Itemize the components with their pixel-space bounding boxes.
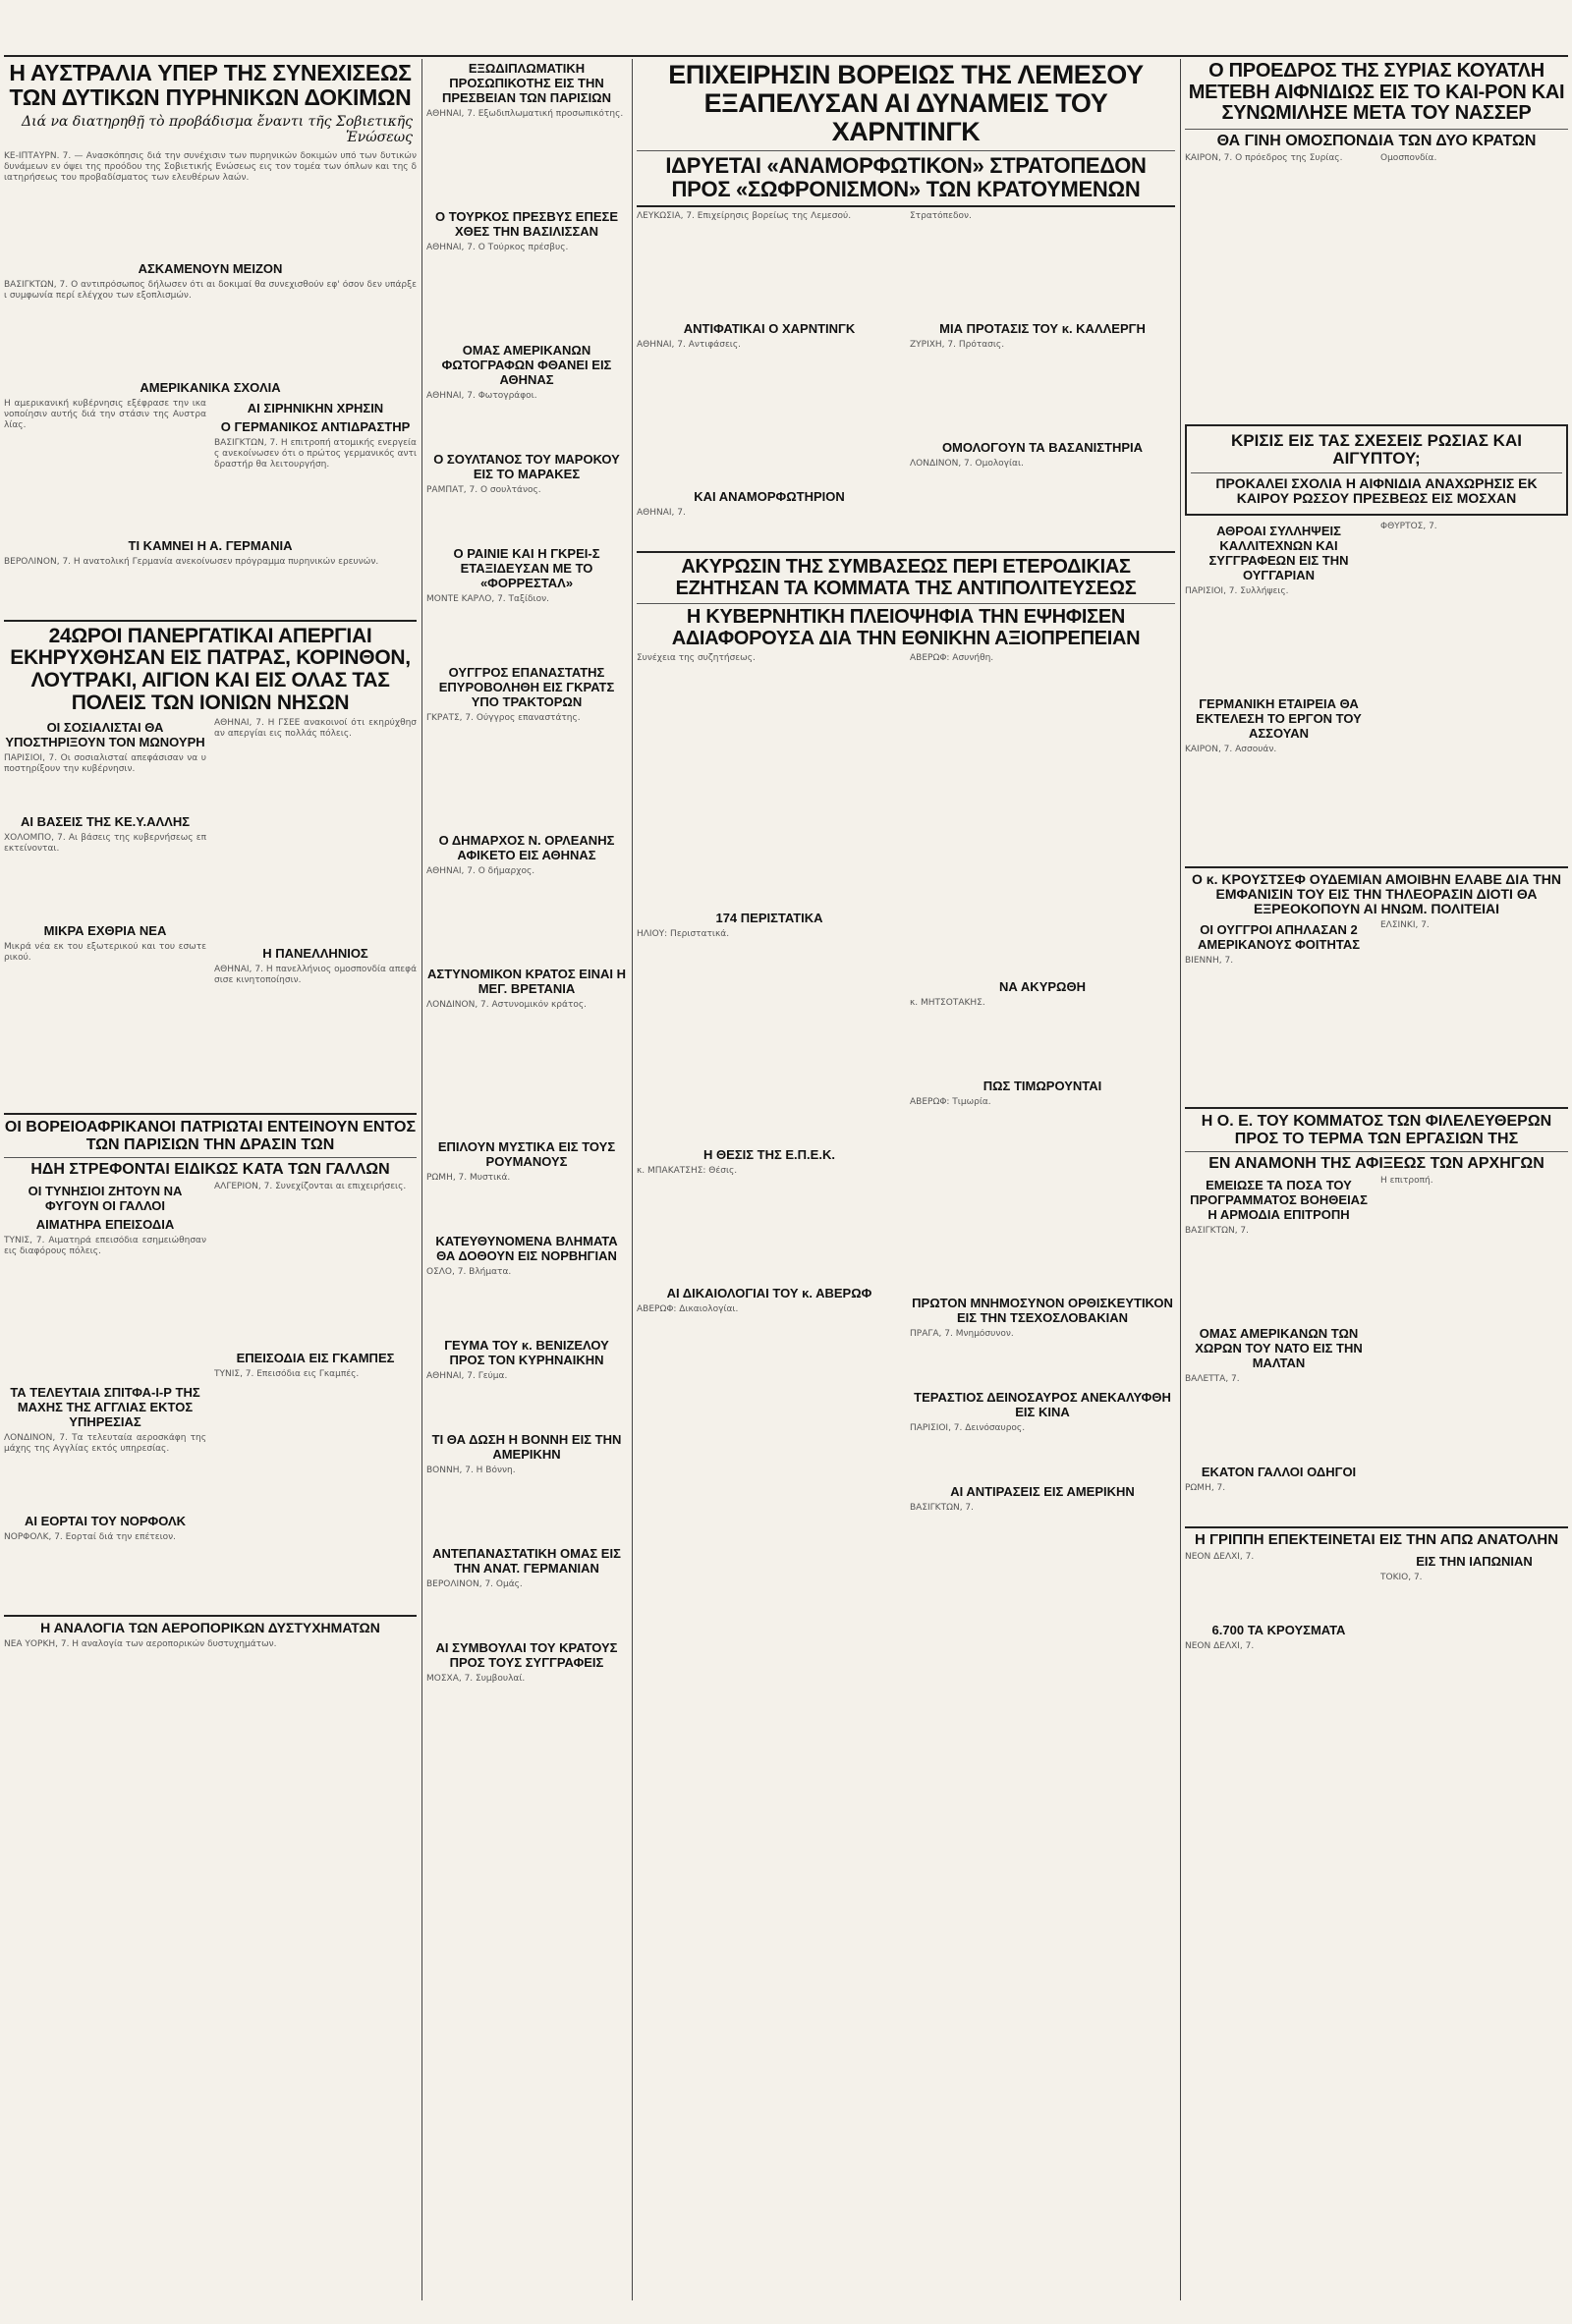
section-heading: ΕΠΕΙΣΟΔΙΑ ΕΙΣ ΓΚΑΜΠΕΣ: [236, 1351, 395, 1366]
section-heading: Ο ΣΟΥΛΤΑΝΟΣ ΤΟΥ ΜΑΡΟΚΟΥ ΕΙΣ ΤΟ ΜΑΡΑΚΕΣ: [433, 452, 620, 481]
section-heading: ΕΙΣ ΤΗΝ ΙΑΠΩΝΙΑΝ: [1416, 1554, 1533, 1570]
article-body: ΚΑΙΡΟΝ, 7. Ασσουάν.: [1185, 744, 1277, 754]
headline-syria: Ο ΠΡΟΕΔΡΟΣ ΤΗΣ ΣΥΡΙΑΣ ΚΟΥΑΤΛΗ ΜΕΤΕΒΗ ΑΙΦΝΙΔΙΩΣ ΕΙΣ ΤΟ ΚΑΙ-ΡΟΝ ΚΑΙ ΣΥΝΩΜΙΛΗΣΕ ΜΕΤΑ ΤΟΥ ΝΑΣΣΕΡ: [1188, 60, 1565, 125]
article-body: ΠΑΡΙΣΙΟΙ, 7. Συλλήψεις.: [1185, 585, 1289, 596]
section-heading: ΟΙ ΣΟΣΙΑΛΙΣΤΑΙ ΘΑ ΥΠΟΣΤΗΡΙΞΟΥΝ ΤΟΝ ΜΩΝΟΥΡΗ: [5, 720, 205, 750]
article-body: ΒΑΣΙΓΚΤΩΝ, 7.: [1185, 1226, 1250, 1237]
section-heading: ΝΑ ΑΚΥΡΩΘΗ: [999, 979, 1086, 995]
article-body: ΒΕΡΟΛΙΝΟΝ, 7. Η ανατολική Γερμανία ανεκοίνωσεν πρόγραμμα πυρηνικών ερευνών.: [4, 556, 379, 567]
article-body: ΛΟΝΔΙΝΟΝ, 7. Ομολογίαι.: [910, 458, 1024, 469]
article-body: ΑΛΓΕΡΙΟΝ, 7. Συνεχίζονται αι επιχειρήσεις.: [214, 1182, 407, 1192]
headline-leaders: ΕΝ ΑΝΑΜΟΝΗ ΤΗΣ ΑΦΙΞΕΩΣ ΤΩΝ ΑΡΧΗΓΩΝ: [1208, 1154, 1544, 1172]
article-body: Μικρά νέα εκ του εξωτερικού και του εσωτερικού.: [4, 942, 206, 964]
article-body: ΚΑΙΡΟΝ, 7. Ο πρόεδρος της Συρίας.: [1185, 153, 1343, 164]
section-heading: ΠΩΣ ΤΙΜΩΡΟΥΝΤΑΙ: [982, 1079, 1102, 1094]
article-body: ΠΑΡΙΣΙΟΙ, 7. Δεινόσαυρος.: [910, 1423, 1026, 1434]
article-body: Στρατόπεδον.: [910, 210, 972, 221]
section-heading: Η ΘΕΣΙΣ ΤΗΣ Ε.Π.Ε.Κ.: [703, 1147, 835, 1163]
section-heading: ΤΙ ΚΑΜΝΕΙ Η Α. ΓΕΡΜΑΝΙΑ: [128, 537, 293, 553]
article-body: κ. ΜΠΑΚΑΤΣΗΣ: Θέσις.: [637, 1166, 738, 1177]
headline-majority: Η ΚΥΒΕΡΝΗΤΙΚΗ ΠΛΕΙΟΨΗΦΙΑ ΤΗΝ ΕΨΗΦΙΣΕΝ ΑΔΙΑΦΟΡΟΥΣΑ ΔΙΑ ΤΗΝ ΕΘΝΙΚΗΝ ΑΞΙΟΠΡΕΠΕΙΑΝ: [671, 606, 1141, 649]
section-heading: ΜΙΚΡΑ ΕΧΘΡΙΑ ΝΕΑ: [43, 923, 167, 939]
article-body: ΒΟΝΝΗ, 7. Η Βόννη.: [426, 1466, 516, 1475]
section-heading: ΜΙΑ ΠΡΟΤΑΣΙΣ ΤΟΥ κ. ΚΑΛΛΕΡΓΗ: [939, 320, 1146, 336]
section-heading: ΟΥΓΓΡΟΣ ΕΠΑΝΑΣΤΑΤΗΣ ΕΠΥΡΟΒΟΛΗΘΗ ΕΙΣ ΓΚΡΑΤΣ ΥΠΟ ΤΡΑΚΤΟΡΩΝ: [438, 665, 615, 709]
article-body: ΑΘΗΝΑΙ, 7. Η πανελλήνιος ομοσπονδία απεφάσισε κινητοποίησιν.: [214, 965, 417, 986]
headline-north-africa-2: ΗΔΗ ΣΤΡΕΦΟΝΤΑΙ ΕΙΔΙΚΩΣ ΚΑΤΑ ΤΩΝ ΓΑΛΛΩΝ: [30, 1160, 390, 1178]
article-body: ΠΑΡΙΣΙΟΙ, 7. Οι σοσιαλισταί απεφάσισαν να υποστηρίξουν την κυβέρνησιν.: [4, 753, 206, 775]
headline-ambassador: ΠΡΟΚΑΛΕΙ ΣΧΟΛΙΑ Η ΑΙΦΝΙΔΙΑ ΑΝΑΧΩΡΗΣΙΣ ΕΚ ΚΑΙΡΟΥ ΡΩΣΣΟΥ ΠΡΕΣΒΕΩΣ ΕΙΣ ΜΟΣΧΑΝ: [1215, 474, 1538, 506]
section-heading: 174 ΠΕΡΙΣΤΑΤΙΚΑ: [715, 911, 823, 926]
headline-strikes: 24ΩΡΟΙ ΠΑΝΕΡΓΑΤΙΚΑΙ ΑΠΕΡΓΙΑΙ ΕΚΗΡΥΧΘΗΣΑΝ ΕΙΣ ΠΑΤΡΑΣ, ΚΟΡΙΝΘΟΝ, ΛΟΥΤΡΑΚΙ, ΑΙΓΙΟΝ ΚΑΙ ΕΙΣ ΟΛΑΣ ΤΑΣ ΠΟΛΕΙΣ ΤΩΝ ΙΟΝΙΩΝ ΝΗΣΩΝ: [10, 624, 411, 714]
article-body: ΕΛΣΙΝΚΙ, 7.: [1380, 920, 1430, 931]
article-body: ΑΒΕΡΩΦ: Ασυνήθη.: [910, 653, 994, 664]
article-body: ΑΘΗΝΑΙ, 7. Ο Τούρκος πρέσβυς.: [426, 243, 569, 252]
column-3: [637, 59, 1175, 2300]
section-heading: ΠΡΩΤΟΝ ΜΝΗΜΟΣΥΝΟΝ ΟΡΘΙΣΚΕΥΤΙΚΟΝ ΕΙΣ ΤΗΝ ΤΣΕΧΟΣΛΟΒΑΚΙΑΝ: [912, 1296, 1173, 1326]
section-heading: ΤΑ ΤΕΛΕΥΤΑΙΑ ΣΠΙΤΦΑ-Ι-Ρ ΤΗΣ ΜΑΧΗΣ ΤΗΣ ΑΓΓΛΙΑΣ ΕΚΤΟΣ ΥΠΗΡΕΣΙΑΣ: [10, 1385, 200, 1430]
headline-federation: ΘΑ ΓΙΝΗ ΟΜΟΣΠΟΝΔΙΑ ΤΩΝ ΔΥΟ ΚΡΑΤΩΝ: [1216, 132, 1537, 149]
section-heading: ΤΙ ΘΑ ΔΩΣΗ Η ΒΟΝΝΗ ΕΙΣ ΤΗΝ ΑΜΕΡΙΚΗΝ: [431, 1432, 622, 1462]
article-body: ΜΟΣΧΑ, 7. Συμβουλαί.: [426, 1674, 526, 1684]
article-body: ΑΘΗΝΑΙ, 7. Ο δήμαρχος.: [426, 866, 535, 876]
section-heading: ΑΙΜΑΤΗΡΑ ΕΠΕΙΣΟΔΙΑ: [35, 1217, 175, 1233]
article-body: ΡΩΜΗ, 7. Μυστικά.: [426, 1173, 511, 1183]
article-body: ΝΟΡΦΟΛΚ, 7. Εορταί διά την επέτειον.: [4, 1532, 177, 1543]
section-heading: ΑΘΡΟΑΙ ΣΥΛΛΗΨΕΙΣ ΚΑΛΛΙΤΕΧΝΩΝ ΚΑΙ ΣΥΓΓΡΑΦΕΩΝ ΕΙΣ ΤΗΝ ΟΥΓΓΑΡΙΑΝ: [1208, 523, 1349, 582]
article-body: ΜΟΝΤΕ ΚΑΡΛΟ, 7. Ταξίδιον.: [426, 594, 549, 604]
headline-north-africa: ΟΙ ΒΟΡΕΙΟΑΦΡΙΚΑΝΟΙ ΠΑΤΡΙΩΤΑΙ ΕΝΤΕΙΝΟΥΝ ΕΝΤΟΣ ΤΩΝ ΠΑΡΙΣΙΩΝ ΤΗΝ ΔΡΑΣΙΝ ΤΩΝ: [4, 1119, 417, 1153]
article-body: ΑΘΗΝΑΙ, 7. Εξωδιπλωματική προσωπικότης.: [426, 109, 624, 119]
section-heading: Ο ΔΗΜΑΡΧΟΣ Ν. ΟΡΛΕΑΝΗΣ ΑΦΙΚΕΤΟ ΕΙΣ ΑΘΗΝΑΣ: [438, 833, 615, 862]
article-body: ΒΑΛΕΤΤΑ, 7.: [1185, 1374, 1240, 1385]
section-heading: Ο ΓΕΡΜΑΝΙΚΟΣ ΑΝΤΙΔΡΑΣΤΗΡ: [220, 418, 411, 434]
section-heading: ΑΙ ΕΟΡΤΑΙ ΤΟΥ ΝΟΡΦΟΛΚ: [24, 1514, 187, 1529]
section-heading: ΑΙ ΣΙΡΗΝΙΚΗΝ ΧΡΗΣΙΝ: [247, 400, 384, 415]
boxed-article: [1185, 424, 1568, 516]
article-body: ΗΛΙΟΥ: Περιστατικά.: [637, 929, 730, 940]
article-body: ΑΘΗΝΑΙ, 7.: [637, 507, 686, 518]
article-body: ΑΒΕΡΩΦ: Δικαιολογίαι.: [637, 1304, 739, 1315]
headline-air-accidents: Η ΑΝΑΛΟΓΙΑ ΤΩΝ ΑΕΡΟΠΟΡΙΚΩΝ ΔΥΣΤΥΧΗΜΑΤΩΝ: [40, 1620, 380, 1636]
article-body: ΓΚΡΑΤΣ, 7. Ούγγρος επαναστάτης.: [426, 713, 581, 723]
section-heading: ΑΣΤΥΝΟΜΙΚΟΝ ΚΡΑΤΟΣ ΕΙΝΑΙ Η ΜΕΓ. ΒΡΕΤΑΝΙΑ: [427, 967, 626, 996]
headline-crisis: ΚΡΙΣΙΣ ΕΙΣ ΤΑΣ ΣΧΕΣΕΙΣ ΡΩΣΙΑΣ ΚΑΙ ΑΙΓΥΠΤΟΥ;: [1231, 431, 1522, 469]
section-heading: ΚΑΙ ΑΝΑΜΟΡΦΩΤΗΡΙΟΝ: [694, 488, 845, 504]
section-heading: ΕΠΙΛΟΥΝ ΜΥΣΤΙΚΑ ΕΙΣ ΤΟΥΣ ΡΟΥΜΑΝΟΥΣ: [437, 1139, 616, 1169]
section-heading: Η ΠΑΝΕΛΛΗΝΙΟΣ: [262, 946, 368, 962]
article-body: ΝΕΑ ΥΟΡΚΗ, 7. Η αναλογία των αεροπορικών δυστυχημάτων.: [4, 1639, 277, 1650]
article-body: ΟΣΛΟ, 7. Βλήματα.: [426, 1267, 512, 1277]
article-body: ΡΑΜΠΑΤ, 7. Ο σουλτάνος.: [426, 485, 541, 495]
article-body: ΝΕΟΝ ΔΕΛΧΙ, 7.: [1185, 1552, 1255, 1563]
headline-australia: Η ΑΥΣΤΡΑΛΙΑ ΥΠΕΡ ΤΗΣ ΣΥΝΕΧΙΣΕΩΣ ΤΩΝ ΔΥΤΙΚΩΝ ΠΥΡΗΝΙΚΩΝ ΔΟΚΙΜΩΝ: [9, 60, 412, 110]
section-heading: ΑΝΤΕΠΑΝΑΣΤΑΤΙΚΗ ΟΜΑΣ ΕΙΣ ΤΗΝ ΑΝΑΤ. ΓΕΡΜΑΝΙΑΝ: [432, 1546, 621, 1576]
article-body: ΚΕ-ΙΠΤΑΥΡΝ. 7. — Ανασκόπησις διά την συνέχισιν των πυρηνικών δοκιμών υπό των δυτικών δυνάμεων εν όψει της προόδου της Σοβιετικής Ενώσεως εις τον τομέα των όπλων και της διατηρήσεως του προβαδίσματος των ελευθέρων λαών.: [4, 150, 417, 183]
column-rule: [1180, 59, 1181, 2300]
column-rule: [632, 59, 633, 2300]
headline-limassol: ΕΠΙΧΕΙΡΗΣΙΝ ΒΟΡΕΙΩΣ ΤΗΣ ΛΕΜΕΣΟΥ ΕΞΑΠΕΛΥΣΑΝ ΑΙ ΔΥΝΑΜΕΙΣ ΤΟΥ ΧΑΡΝΤΙΝΓΚ: [668, 60, 1144, 147]
article-body: ΠΡΑΓΑ, 7. Μνημόσυνον.: [910, 1329, 1014, 1340]
article-body: Συνέχεια της συζητήσεως.: [637, 653, 756, 664]
section-heading: ΑΙ ΣΥΜΒΟΥΛΑΙ ΤΟΥ ΚΡΑΤΟΥΣ ΠΡΟΣ ΤΟΥΣ ΣΥΓΓΡΑΦΕΙΣ: [435, 1640, 618, 1670]
section-heading: ΟΙ ΤΥΝΗΣΙΟΙ ΖΗΤΟΥΝ ΝΑ ΦΥΓΟΥΝ ΟΙ ΓΑΛΛΟΙ: [28, 1184, 183, 1214]
column-2: [426, 59, 627, 2300]
section-heading: ΑΣΚΑΜΕΝΟΥΝ ΜΕΙΖΟΝ: [138, 260, 283, 276]
section-heading: ΟΙ ΟΥΓΓΡΟΙ ΑΠΗΛΑΣΑΝ 2 ΑΜΕΡΙΚΑΝΟΥΣ ΦΟΙΤΗΤΑΣ: [1197, 922, 1361, 953]
subheadline-australia: Διά να διατηρηθῇ τὸ προβάδισμα ἔναντι τῆς Σοβιετικῆς Ἑνώσεως: [22, 113, 413, 145]
section-heading: ΑΝΤΙΦΑΤΙΚΑΙ Ο ΧΑΡΝΤΙΝΓΚ: [683, 320, 856, 336]
section-heading: Ο ΡΑΙΝΙΕ ΚΑΙ Η ΓΚΡΕΙ-Σ ΕΤΑΞΙΔΕΥΣΑΝ ΜΕ ΤΟ «ΦΟΡΡΕΣΤΑΛ»: [453, 546, 600, 590]
article-body: ΤΥΝΙΣ, 7. Αιματηρά επεισόδια εσημειώθησαν εις διαφόρους πόλεις.: [4, 1236, 206, 1257]
column-1: [4, 59, 417, 2300]
article-body: ΦΘΥΡΤΟΣ, 7.: [1380, 521, 1437, 531]
article-body: κ. ΜΗΤΣΟΤΑΚΗΣ.: [910, 998, 985, 1009]
column-rule: [421, 59, 422, 2300]
section-heading: ΓΕΥΜΑ ΤΟΥ κ. ΒΕΝΙΖΕΛΟΥ ΠΡΟΣ ΤΟΝ ΚΥΡΗΝΑΙΚΗΝ: [444, 1338, 609, 1367]
headline-liberals: Η Ο. Ε. ΤΟΥ ΚΟΜΜΑΤΟΣ ΤΩΝ ΦΙΛΕΛΕΥΘΕΡΩΝ ΠΡΟΣ ΤΟ ΤΕΡΜΑ ΤΩΝ ΕΡΓΑΣΙΩΝ ΤΗΣ: [1201, 1113, 1552, 1147]
section-heading: ΑΙ ΑΝΤΙΡΑΣΕΙΣ ΕΙΣ ΑΜΕΡΙΚΗΝ: [950, 1484, 1135, 1500]
article-body: ΑΒΕΡΩΦ: Τιμωρία.: [910, 1097, 991, 1108]
article-body: ΒΕΡΟΛΙΝΟΝ, 7. Ομάς.: [426, 1579, 523, 1589]
article-body: Η επιτροπή.: [1380, 1176, 1433, 1187]
article-body: ΧΟΛΟΜΠΟ, 7. Αι βάσεις της κυβερνήσεως επεκτείνονται.: [4, 833, 206, 855]
section-heading: Ο ΤΟΥΡΚΟΣ ΠΡΕΣΒΥΣ ΕΠΕΣΕ ΧΘΕΣ ΤΗΝ ΒΑΣΙΛΙΣΣΑΝ: [434, 209, 619, 239]
article-body: ΒΑΣΙΓΚΤΩΝ, 7. Η επιτροπή ατομικής ενεργείας ανεκοίνωσεν ότι ο πρώτος γερμανικός αντιδραστήρ θα λειτουργήση.: [214, 437, 417, 470]
article-body: ΒΙΕΝΝΗ, 7.: [1185, 956, 1234, 967]
section-heading: ΟΜΑΣ ΑΜΕΡΙΚΑΝΩΝ ΦΩΤΟΓΡΑΦΩΝ ΦΘΑΝΕΙ ΕΙΣ ΑΘΗΝΑΣ: [441, 343, 612, 387]
article-body: ΒΑΣΙΓΚΤΩΝ, 7.: [910, 1503, 975, 1514]
article-body: ΒΑΣΙΓΚΤΩΝ, 7. Ο αντιπρόσωπος δήλωσεν ότι αι δοκιμαί θα συνεχισθούν εφ' όσον δεν υπάρξει συμφωνία περί ελέγχου των εξοπλισμών.: [4, 279, 417, 301]
article-body: Η αμερικανική κυβέρνησις εξέφρασε την ικανοποίησιν αυτής διά την στάσιν της Αυστραλίας.: [4, 398, 206, 430]
section-heading: ΚΑΤΕΥΘΥΝΟΜΕΝΑ ΒΛΗΜΑΤΑ ΘΑ ΔΟΘΟΥΝ ΕΙΣ ΝΟΡΒΗΓΙΑΝ: [435, 1234, 618, 1263]
article-body: ΛΕΥΚΩΣΙΑ, 7. Επιχείρησις βορείως της Λεμεσού.: [637, 210, 852, 221]
section-heading: ΑΙ ΒΑΣΕΙΣ ΤΗΣ ΚΕ.Υ.ΑΛΛΗΣ: [20, 814, 191, 830]
article-body: ΝΕΟΝ ΔΕΛΧΙ, 7.: [1185, 1641, 1255, 1652]
section-heading: ΕΞΩΔΙΠΛΩΜΑΤΙΚΗ ΠΡΟΣΩΠΙΚΟΤΗΣ ΕΙΣ ΤΗΝ ΠΡΕΣΒΕΙΑΝ ΤΩΝ ΠΑΡΙΣΙΩΝ: [441, 61, 611, 105]
article-body: ΑΘΗΝΑΙ, 7. Η ΓΣΕΕ ανακοινοί ότι εκηρύχθησαν απεργίαι εις πολλάς πόλεις.: [214, 718, 417, 740]
article-body: ΛΟΝΔΙΝΟΝ, 7. Αστυνομικόν κράτος.: [426, 1000, 588, 1010]
section-heading: ΑΙ ΔΙΚΑΙΟΛΟΓΙΑΙ ΤΟΥ κ. ΑΒΕΡΩΦ: [666, 1286, 872, 1301]
article-body: ΛΟΝΔΙΝΟΝ, 7. Τα τελευταία αεροσκάφη της μάχης της Αγγλίας εκτός υπηρεσίας.: [4, 1433, 206, 1455]
section-heading: 6.700 ΤΑ ΚΡΟΥΣΜΑΤΑ: [1211, 1623, 1346, 1638]
section-heading: ΤΕΡΑΣΤΙΟΣ ΔΕΙΝΟΣΑΥΡΟΣ ΑΝΕΚΑΛΥΦΘΗ ΕΙΣ ΚΙΝΑ: [914, 1390, 1171, 1420]
article-body: ΑΘΗΝΑΙ, 7. Γεύμα.: [426, 1371, 508, 1381]
section-heading: ΕΚΑΤΟΝ ΓΑΛΛΟΙ ΟΔΗΓΟΙ: [1201, 1465, 1357, 1480]
headline-khrushchev: Ο κ. ΚΡΟΥΣΤΣΕΦ ΟΥΔΕΜΙΑΝ ΑΜΟΙΒΗΝ ΕΛΑΒΕ ΔΙΑ ΤΗΝ ΕΜΦΑΝΙΣΙΝ ΤΟΥ ΕΙΣ ΤΗΝ ΤΗΛΕΟΡΑΣΙΝ ΔΙΟΤΙ ΘΑ ΕΞΡΕΟΚΟΠΟΥΝ ΑΙ ΗΝΩΜ. ΠΟΛΙΤΕΙΑΙ: [1192, 870, 1561, 917]
section-heading: ΟΜΑΣ ΑΜΕΡΙΚΑΝΩΝ ΤΩΝ ΧΩΡΩΝ ΤΟΥ ΝΑΤΟ ΕΙΣ ΤΗΝ ΜΑΛΤΑΝ: [1195, 1326, 1363, 1371]
article-body: Ομοσπονδία.: [1380, 153, 1437, 164]
section-heading: ΑΜΕΡΙΚΑΝΙΚΑ ΣΧΟΛΙΑ: [140, 379, 281, 395]
section-heading: ΓΕΡΜΑΝΙΚΗ ΕΤΑΙΡΕΙΑ ΘΑ ΕΚΤΕΛΕΣΗ ΤΟ ΕΡΓΟΝ ΤΟΥ ΑΣΣΟΥΑΝ: [1196, 695, 1362, 741]
article-body: ΡΩΜΗ, 7.: [1185, 1483, 1226, 1494]
article-body: ΖΥΡΙΧΗ, 7. Πρότασις.: [910, 339, 1005, 350]
section-heading: ΟΜΟΛΟΓΟΥΝ ΤΑ ΒΑΣΑΝΙΣΤΗΡΙΑ: [941, 439, 1144, 455]
article-body: ΤΟΚΙΟ, 7.: [1380, 1573, 1423, 1583]
page-top-margin: [4, 0, 1568, 57]
section-heading: ΕΜΕΙΩΣΕ ΤΑ ΠΟΣΑ ΤΟΥ ΠΡΟΓΡΑΜΜΑΤΟΣ ΒΟΗΘΕΙΑΣ Η ΑΡΜΟΔΙΑ ΕΠΙΤΡΟΠΗ: [1190, 1178, 1368, 1223]
column-4: [1185, 59, 1568, 2300]
headline-flu: Η ΓΡΙΠΠΗ ΕΠΕΚΤΕΙΝΕΤΑΙ ΕΙΣ ΤΗΝ ΑΠΩ ΑΝΑΤΟΛΗΝ: [1194, 1531, 1559, 1549]
article-body: ΑΘΗΝΑΙ, 7. Αντιφάσεις.: [637, 339, 741, 350]
article-body: ΤΥΝΙΣ, 7. Επεισόδια εις Γκαμπές.: [214, 1369, 360, 1380]
article-body: ΑΘΗΝΑΙ, 7. Φωτογράφοι.: [426, 391, 537, 401]
headline-camp: ΙΔΡΥΕΤΑΙ «ΑΝΑΜΟΡΦΩΤΙΚΟΝ» ΣΤΡΑΤΟΠΕΔΟΝ ΠΡΟΣ «ΣΩΦΡΟΝΙΣΜΟΝ» ΤΩΝ ΚΡΑΤΟΥΜΕΝΩΝ: [665, 153, 1147, 202]
headline-annulment: ΑΚΥΡΩΣΙΝ ΤΗΣ ΣΥΜΒΑΣΕΩΣ ΠΕΡΙ ΕΤΕΡΟΔΙΚΙΑΣ ΕΖΗΤΗΣΑΝ ΤΑ ΚΟΜΜΑΤΑ ΤΗΣ ΑΝΤΙΠΟΛΙΤΕΥΣΕΩΣ: [675, 555, 1137, 599]
